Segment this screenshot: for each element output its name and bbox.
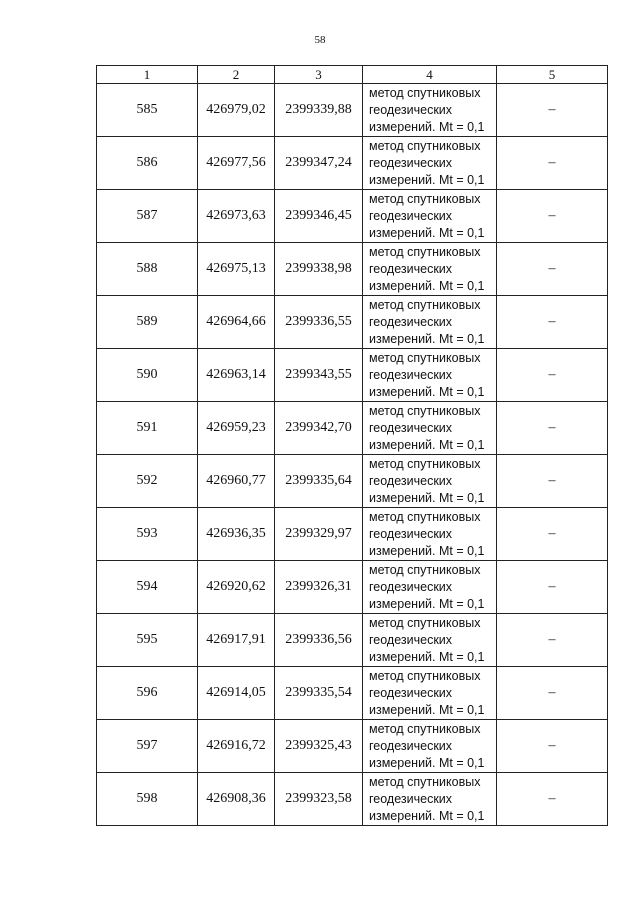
method-text-line: геодезических xyxy=(369,632,453,647)
method-text-line: метод спутниковых xyxy=(369,615,481,630)
method-text-line: метод спутниковых xyxy=(369,138,481,153)
cell-point-number: 589 xyxy=(97,296,198,349)
table-row xyxy=(97,296,608,349)
cell-note: – xyxy=(497,349,608,402)
cell-coord-y: 2399346,45 xyxy=(275,190,363,243)
cell-coord-x: 426908,36 xyxy=(198,773,275,826)
cell-coord-y: 2399323,58 xyxy=(275,773,363,826)
cell-method xyxy=(363,84,497,137)
method-text-line: метод спутниковых xyxy=(369,244,481,259)
table-row xyxy=(97,243,608,296)
method-text-line: метод спутниковых xyxy=(369,350,481,365)
cell-point-number: 592 xyxy=(97,455,198,508)
column-header-point-number: 1 xyxy=(97,66,198,84)
method-text-line: метод спутниковых xyxy=(369,668,481,683)
cell-method xyxy=(363,720,497,773)
cell-point-number: 587 xyxy=(97,190,198,243)
column-header-x: 2 xyxy=(198,66,275,84)
cell-coord-x: 426979,02 xyxy=(198,84,275,137)
cell-method xyxy=(363,349,497,402)
cell-point-number: 594 xyxy=(97,561,198,614)
table-row xyxy=(97,349,608,402)
table-row xyxy=(97,402,608,455)
method-text-line: измерений. Mt = 0,1 xyxy=(369,596,485,611)
cell-coord-y: 2399342,70 xyxy=(275,402,363,455)
method-text-line: геодезических xyxy=(369,155,453,170)
cell-point-number: 588 xyxy=(97,243,198,296)
cell-note: – xyxy=(497,508,608,561)
method-text-line: метод спутниковых xyxy=(369,509,481,524)
page-number: 58 xyxy=(314,34,326,46)
cell-note: – xyxy=(497,84,608,137)
cell-coord-x: 426959,23 xyxy=(198,402,275,455)
cell-note: – xyxy=(497,561,608,614)
method-text-line: метод спутниковых xyxy=(369,774,481,789)
method-text-line: геодезических xyxy=(369,526,453,541)
method-text-line: измерений. Mt = 0,1 xyxy=(369,702,485,717)
cell-method xyxy=(363,773,497,826)
table-row xyxy=(97,508,608,561)
cell-note: – xyxy=(497,137,608,190)
cell-point-number: 585 xyxy=(97,84,198,137)
method-text-line: измерений. Mt = 0,1 xyxy=(369,490,485,505)
method-text-line: геодезических xyxy=(369,579,453,594)
method-text-line: геодезических xyxy=(369,102,453,117)
cell-note: – xyxy=(497,455,608,508)
cell-note: – xyxy=(497,402,608,455)
cell-point-number: 597 xyxy=(97,720,198,773)
method-text-line: метод спутниковых xyxy=(369,562,481,577)
cell-coord-x: 426917,91 xyxy=(198,614,275,667)
method-text-line: измерений. Mt = 0,1 xyxy=(369,172,485,187)
cell-coord-x: 426914,05 xyxy=(198,667,275,720)
table-row xyxy=(97,84,608,137)
method-text-line: метод спутниковых xyxy=(369,403,481,418)
cell-coord-x: 426973,63 xyxy=(198,190,275,243)
table-row xyxy=(97,773,608,826)
column-header-method: 4 xyxy=(363,66,497,84)
cell-method xyxy=(363,508,497,561)
cell-coord-y: 2399338,98 xyxy=(275,243,363,296)
cell-method xyxy=(363,667,497,720)
coordinates-table xyxy=(96,65,608,826)
table-row xyxy=(97,667,608,720)
cell-note: – xyxy=(497,667,608,720)
method-text-line: метод спутниковых xyxy=(369,191,481,206)
method-text-line: метод спутниковых xyxy=(369,456,481,471)
cell-note: – xyxy=(497,720,608,773)
cell-note: – xyxy=(497,614,608,667)
cell-method xyxy=(363,190,497,243)
cell-method xyxy=(363,243,497,296)
method-text-line: метод спутниковых xyxy=(369,721,481,736)
method-text-line: измерений. Mt = 0,1 xyxy=(369,437,485,452)
cell-coord-y: 2399347,24 xyxy=(275,137,363,190)
cell-method xyxy=(363,561,497,614)
method-text-line: геодезических xyxy=(369,314,453,329)
method-text-line: измерений. Mt = 0,1 xyxy=(369,225,485,240)
table-body xyxy=(97,84,608,826)
cell-coord-y: 2399325,43 xyxy=(275,720,363,773)
method-text-line: метод спутниковых xyxy=(369,85,481,100)
method-text-line: измерений. Mt = 0,1 xyxy=(369,331,485,346)
cell-note: – xyxy=(497,190,608,243)
cell-coord-x: 426916,72 xyxy=(198,720,275,773)
method-text-line: измерений. Mt = 0,1 xyxy=(369,649,485,664)
cell-method xyxy=(363,402,497,455)
cell-point-number: 586 xyxy=(97,137,198,190)
cell-point-number: 598 xyxy=(97,773,198,826)
table-row xyxy=(97,720,608,773)
cell-coord-x: 426960,77 xyxy=(198,455,275,508)
cell-point-number: 591 xyxy=(97,402,198,455)
column-header-note: 5 xyxy=(497,66,608,84)
method-text-line: метод спутниковых xyxy=(369,297,481,312)
cell-coord-y: 2399336,55 xyxy=(275,296,363,349)
cell-coord-y: 2399339,88 xyxy=(275,84,363,137)
cell-point-number: 596 xyxy=(97,667,198,720)
column-header-y: 3 xyxy=(275,66,363,84)
cell-method xyxy=(363,296,497,349)
table-row xyxy=(97,455,608,508)
method-text-line: измерений. Mt = 0,1 xyxy=(369,755,485,770)
method-text-line: измерений. Mt = 0,1 xyxy=(369,278,485,293)
cell-coord-x: 426963,14 xyxy=(198,349,275,402)
cell-point-number: 593 xyxy=(97,508,198,561)
table-header-row xyxy=(97,66,608,84)
table-row xyxy=(97,561,608,614)
cell-coord-y: 2399335,64 xyxy=(275,455,363,508)
method-text-line: геодезических xyxy=(369,685,453,700)
cell-coord-y: 2399329,97 xyxy=(275,508,363,561)
method-text-line: геодезических xyxy=(369,473,453,488)
table-row xyxy=(97,614,608,667)
cell-coord-x: 426977,56 xyxy=(198,137,275,190)
cell-coord-y: 2399343,55 xyxy=(275,349,363,402)
cell-coord-x: 426964,66 xyxy=(198,296,275,349)
table-row xyxy=(97,190,608,243)
cell-coord-x: 426920,62 xyxy=(198,561,275,614)
cell-note: – xyxy=(497,296,608,349)
cell-point-number: 595 xyxy=(97,614,198,667)
cell-point-number: 590 xyxy=(97,349,198,402)
cell-method xyxy=(363,455,497,508)
method-text-line: измерений. Mt = 0,1 xyxy=(369,384,485,399)
cell-coord-x: 426975,13 xyxy=(198,243,275,296)
method-text-line: геодезических xyxy=(369,420,453,435)
method-text-line: геодезических xyxy=(369,367,453,382)
cell-coord-y: 2399335,54 xyxy=(275,667,363,720)
table-row xyxy=(97,137,608,190)
method-text-line: геодезических xyxy=(369,791,453,806)
cell-note: – xyxy=(497,243,608,296)
method-text-line: геодезических xyxy=(369,208,453,223)
cell-coord-x: 426936,35 xyxy=(198,508,275,561)
cell-coord-y: 2399336,56 xyxy=(275,614,363,667)
cell-note: – xyxy=(497,773,608,826)
cell-method xyxy=(363,614,497,667)
method-text-line: геодезических xyxy=(369,738,453,753)
method-text-line: измерений. Mt = 0,1 xyxy=(369,119,485,134)
cell-method xyxy=(363,137,497,190)
method-text-line: измерений. Mt = 0,1 xyxy=(369,543,485,558)
cell-coord-y: 2399326,31 xyxy=(275,561,363,614)
method-text-line: измерений. Mt = 0,1 xyxy=(369,808,485,823)
method-text-line: геодезических xyxy=(369,261,453,276)
